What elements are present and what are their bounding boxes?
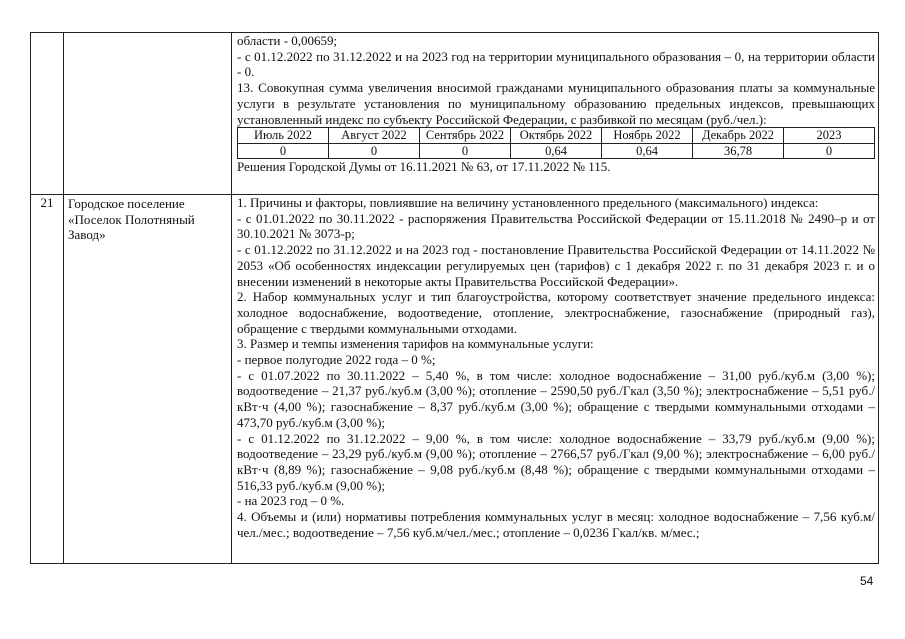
table-row [31,195,879,564]
month-header: Август 2022 [329,128,420,144]
month-header: Июль 2022 [238,128,329,144]
content-line: 13. Совокупная сумма увеличения вносимой гражданами муниципального образования платы за коммунальные услуги в результате установления по муниципальному образованию предельных индексов, превышающих установленный индекс по субъекту Российской Федерации, с разбивкой по месяцам (руб./чел.): [237,80,875,127]
row-number: 21 [31,195,64,564]
row-number-cell [31,33,64,195]
month-value: 0 [238,143,329,159]
month-value: 0 [329,143,420,159]
month-header: Октябрь 2022 [511,128,602,144]
content-paragraph: 3. Размер и темпы изменения тарифов на коммунальные услуги: [237,336,594,352]
content-paragraph: - первое полугодие 2022 года – 0 %; [237,352,436,368]
page-number: 54 [860,574,874,588]
content-paragraph: 4. Объемы и (или) нормативы потребления коммунальных услуг в месяц: холодное водоснабжение – 7,56 куб.м/чел./мес.; водоотведение – 7,56 куб.м/чел./мес.; отопление – 0,0236 Гкал/кв. м/мес.; [237,509,875,540]
content-line: области - 0,00659; [237,33,338,48]
row-content-cell [232,195,879,564]
municipality-name: Городское поселение «Поселок Полотняный Завод» [68,196,195,242]
content-paragraph: - с 01.07.2022 по 30.11.2022 – 5,40 %, в том числе: холодное водоснабжение – 31,00 руб./куб.м (3,00 %); водоотведение – 21,37 руб./куб.м (3,00 %); отопление – 2590,50 руб./Гкал (3,50 %); электроснабжение – 5,51 руб./кВт·ч (4,00 %); газоснабжение – 8,37 руб./куб.м (3,00 %); обращение с твердыми коммунальными отходами – 473,70 руб./куб.м (3,00 %); [237,367,875,430]
month-header: Ноябрь 2022 [602,128,693,144]
month-value: 0,64 [511,143,602,159]
content-paragraph: - с 01.12.2022 по 31.12.2022 – 9,00 %, в том числе: холодное водоснабжение – 33,79 руб./куб.м (9,00 %); водоотведение – 23,29 руб./куб.м (9,00 %); отопление – 2766,57 руб./Гкал (9,00 %); электроснабжение – 6,00 руб./кВт·ч (8,89 %); газоснабжение – 9,08 руб./куб.м (8,48 %); обращение с твердыми коммунальными отходами – 516,33 руб./куб.м (9,00 %); [237,430,875,493]
content-paragraph: - с 01.01.2022 по 30.11.2022 - распоряжения Правительства Российской Федерации от 15.11.2018 № 2490–р и от 30.10.2021 № 3073-р; [237,210,875,242]
month-header: Декабрь 2022 [693,128,784,144]
month-value: 0 [784,143,875,159]
content-paragraph: 2. Набор коммунальных услуг и тип благоустройства, которому соответствует значение предельного индекса: холодное водоснабжение, водоотведение, отопление, электроснабжение, газоснабжение (природный газ), обращение с твердыми коммунальными отходами. [237,289,875,336]
monthly-increase-table [237,127,875,159]
row-name-cell [64,195,232,564]
content-paragraph: - на 2023 год – 0 %. [237,493,345,509]
month-header-row [238,128,875,144]
council-decisions: Решения Городской Думы от 16.11.2021 № 63, от 17.11.2022 № 115. [237,159,611,175]
content-line: - с 01.12.2022 по 31.12.2022 и на 2023 год на территории муниципального образования – 0, на территории области - 0. [237,48,875,80]
month-header: Сентябрь 2022 [420,128,511,144]
table-row [31,33,879,195]
month-value: 0,64 [602,143,693,159]
month-value: 0 [420,143,511,159]
document-page [30,32,878,564]
row-name-cell [64,33,232,195]
month-value-row [238,143,875,159]
content-paragraph: 1. Причины и факторы, повлиявшие на величину установленного предельного (максимального) индекса: [237,195,819,210]
content-paragraph: - с 01.12.2022 по 31.12.2022 и на 2023 год - постановление Правительства Российской Федерации от 14.11.2022 № 2053 «Об особенностях индексации регулируемых цен (тарифов) с 1 декабря 2022 г. по 31 декабря 2023 г. и о внесении изменений в некоторые акты Правительства Российской Федерации». [237,242,875,289]
month-value: 36,78 [693,143,784,159]
data-table [30,32,879,564]
month-header: 2023 [784,128,875,144]
row-content-cell [232,33,879,195]
